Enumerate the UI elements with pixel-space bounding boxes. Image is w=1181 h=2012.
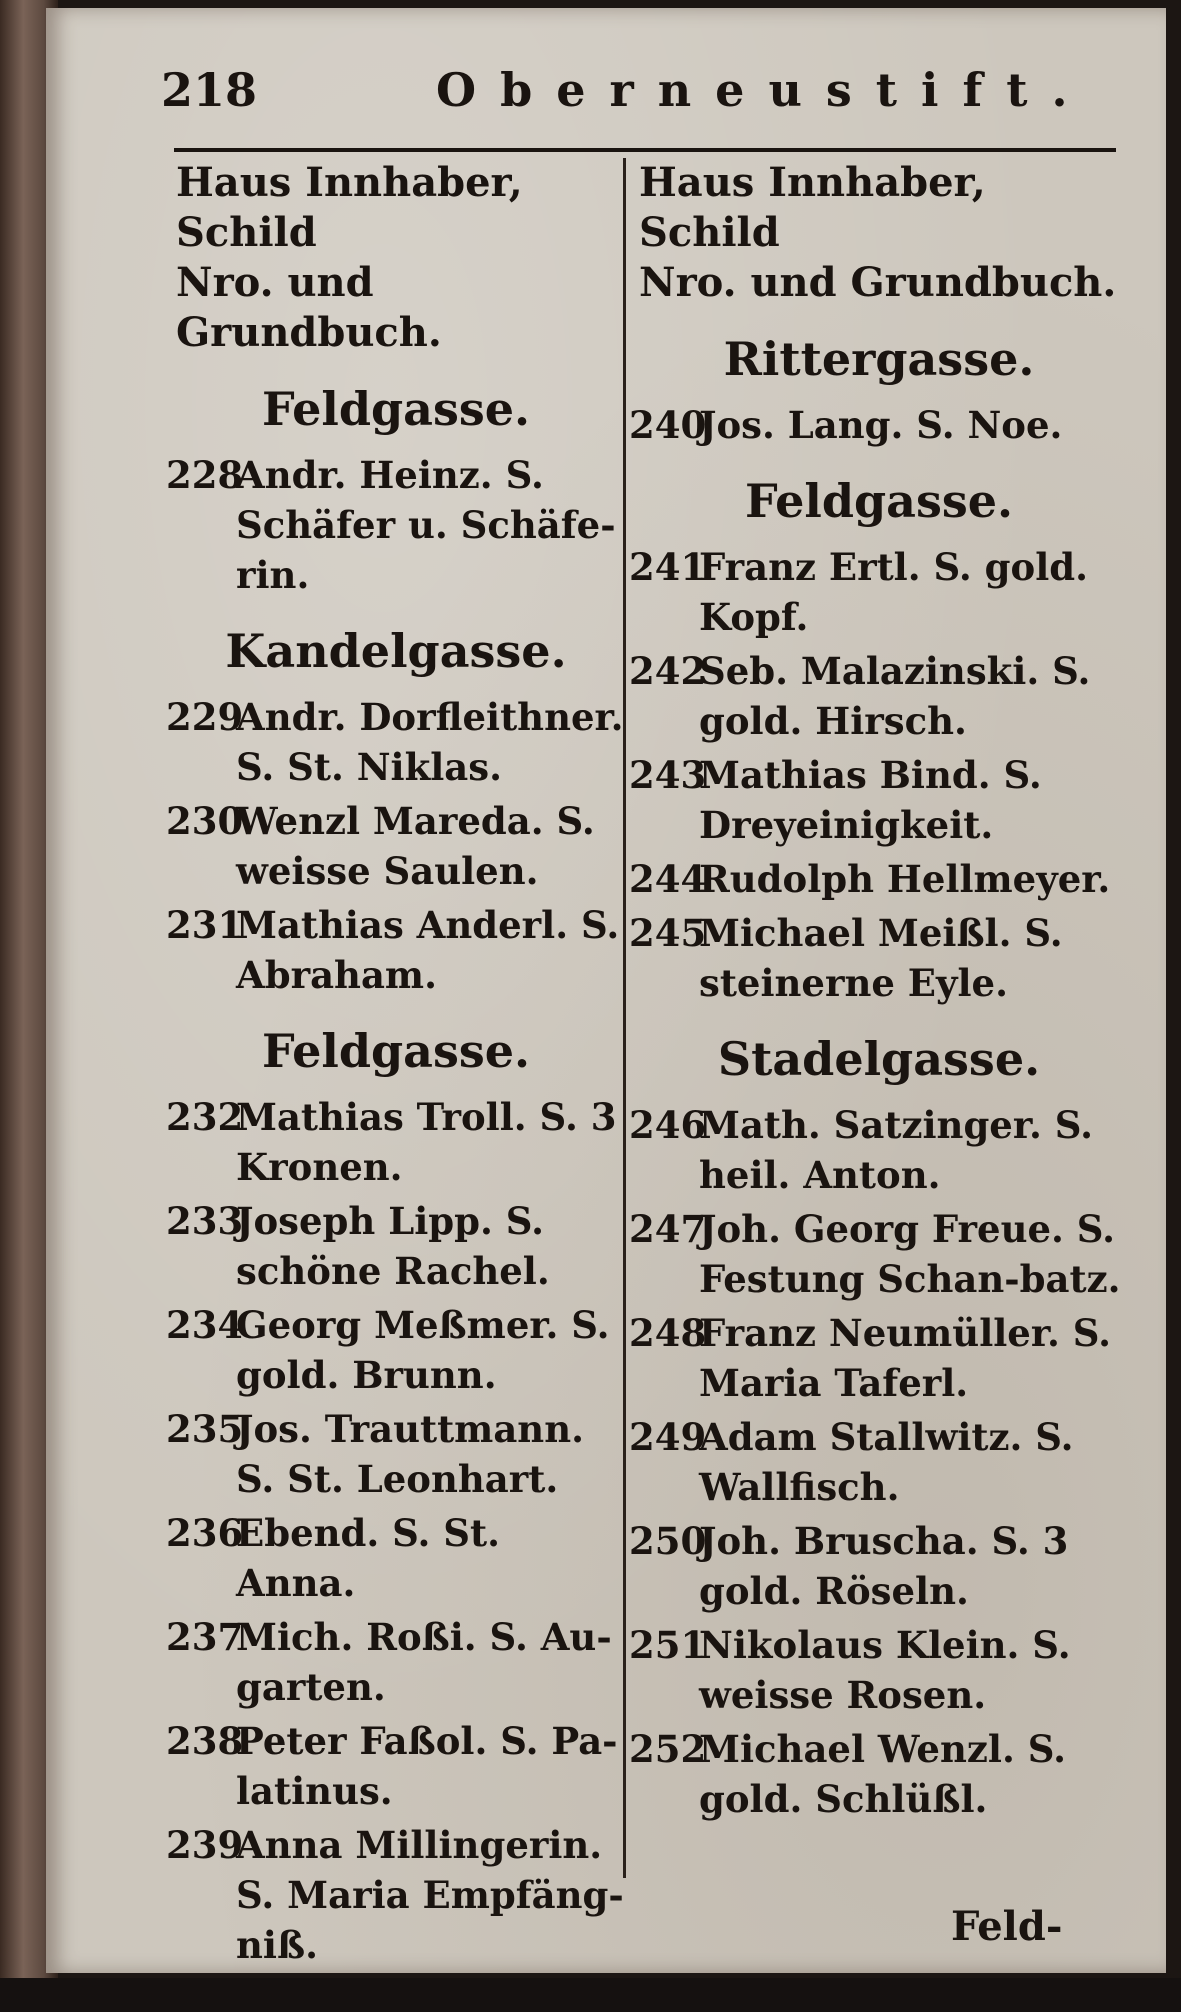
left-column-head <box>176 158 626 358</box>
house-number: 238 <box>166 1719 244 1763</box>
page-bottom-edge <box>0 1978 1181 2012</box>
house-entry <box>629 400 1129 450</box>
house-owner-sign: Math. Satzinger. S. heil. Anton. <box>699 1103 1093 1197</box>
house-number: 234 <box>166 1303 244 1347</box>
house-number: 247 <box>629 1207 707 1251</box>
house-entry <box>629 1308 1129 1408</box>
street-heading: Feldgasse. <box>744 474 1014 528</box>
house-entry <box>629 1620 1129 1720</box>
house-owner-sign: Mathias Bind. S. Dreyeinigkeit. <box>699 753 1042 847</box>
header-rule <box>174 148 1116 152</box>
house-number: 246 <box>629 1103 707 1147</box>
house-number: 243 <box>629 753 707 797</box>
house-owner-sign: Michael Meißl. S. steinerne Eyle. <box>699 911 1063 1005</box>
house-owner-sign: Ebend. S. St. Anna. <box>236 1511 501 1605</box>
house-number: 244 <box>629 857 707 901</box>
book-page <box>46 8 1166 1973</box>
house-entry <box>629 1724 1129 1824</box>
street-heading: Stadelgasse. <box>717 1032 1041 1086</box>
column-head-line: Nro. und Grundbuch. <box>639 259 1117 306</box>
house-number: 240 <box>629 403 707 447</box>
house-number: 242 <box>629 649 707 693</box>
house-number: 237 <box>166 1615 244 1659</box>
house-entry <box>629 1204 1129 1304</box>
house-entry <box>166 450 626 600</box>
house-owner-sign: Jos. Lang. S. Noe. <box>699 403 1063 447</box>
house-owner-sign: Wenzl Mareda. S. weisse Saulen. <box>236 799 595 893</box>
house-entry <box>629 908 1129 1008</box>
house-entry <box>166 1716 626 1816</box>
house-owner-sign: Jos. Trauttmann. S. St. Leonhart. <box>236 1407 584 1501</box>
house-number: 231 <box>166 903 244 947</box>
house-owner-sign: Anna Millingerin. S. Maria Empfäng-niß. <box>236 1823 624 1967</box>
right-column-head <box>639 158 1129 308</box>
house-number: 236 <box>166 1511 244 1555</box>
running-title: Oberneustift. <box>436 63 1092 117</box>
house-entry <box>166 692 626 792</box>
column-head-line: Haus Innhaber, Schild <box>176 159 523 256</box>
house-owner-sign: Franz Neumüller. S. Maria Taferl. <box>699 1311 1111 1405</box>
house-entry <box>166 1820 626 1970</box>
house-entry <box>629 1516 1129 1616</box>
house-owner-sign: Mathias Troll. S. 3 Kronen. <box>236 1095 617 1189</box>
house-entry <box>166 796 626 896</box>
page-number: 218 <box>161 63 258 117</box>
street-heading: Kandelgasse. <box>225 624 567 678</box>
house-number: 233 <box>166 1199 244 1243</box>
right-column <box>629 158 1129 1828</box>
house-entry <box>166 1092 626 1192</box>
house-owner-sign: Rudolph Hellmeyer. <box>699 857 1111 901</box>
house-owner-sign: Adam Stallwitz. S. Wallfisch. <box>699 1415 1074 1509</box>
house-number: 239 <box>166 1823 244 1867</box>
house-number: 251 <box>629 1623 707 1667</box>
house-number: 235 <box>166 1407 244 1451</box>
house-owner-sign: Joseph Lipp. S. schöne Rachel. <box>236 1199 550 1293</box>
column-head-line: Nro. und Grundbuch. <box>176 259 442 356</box>
house-entry <box>166 1508 626 1608</box>
house-entry <box>166 1612 626 1712</box>
house-owner-sign: Andr. Dorfleithner. S. St. Niklas. <box>236 695 624 789</box>
house-number: 229 <box>166 695 244 739</box>
street-heading: Rittergasse. <box>723 332 1035 386</box>
right-sections <box>629 332 1129 1824</box>
house-entry <box>629 854 1129 904</box>
house-owner-sign: Peter Faßol. S. Pa-latinus. <box>236 1719 618 1813</box>
catchword: Feld- <box>951 1903 1063 1950</box>
house-number: 241 <box>629 545 707 589</box>
street-heading: Feldgasse. <box>261 1024 531 1078</box>
house-owner-sign: Joh. Georg Freue. S. Festung Schan-batz. <box>699 1207 1121 1301</box>
house-owner-sign: Franz Ertl. S. gold. Kopf. <box>699 545 1089 639</box>
house-number: 230 <box>166 799 244 843</box>
house-entry <box>629 646 1129 746</box>
house-number: 252 <box>629 1727 707 1771</box>
house-owner-sign: Michael Wenzl. S. gold. Schlüßl. <box>699 1727 1066 1821</box>
house-number: 232 <box>166 1095 244 1139</box>
house-owner-sign: Andr. Heinz. S. Schäfer u. Schäfe-rin. <box>236 453 616 597</box>
column-head-line: Haus Innhaber, Schild <box>639 159 986 256</box>
house-number: 245 <box>629 911 707 955</box>
house-entry <box>166 1196 626 1296</box>
house-owner-sign: Mich. Roßi. S. Au-garten. <box>236 1615 612 1709</box>
house-owner-sign: Seb. Malazinski. S. gold. Hirsch. <box>699 649 1091 743</box>
house-entry <box>629 1100 1129 1200</box>
house-number: 248 <box>629 1311 707 1355</box>
house-number: 228 <box>166 453 244 497</box>
house-entry <box>166 900 626 1000</box>
house-number: 250 <box>629 1519 707 1563</box>
left-column <box>166 158 626 1974</box>
house-entry <box>166 1300 626 1400</box>
street-heading: Feldgasse. <box>261 382 531 436</box>
house-owner-sign: Nikolaus Klein. S. weisse Rosen. <box>699 1623 1071 1717</box>
house-number: 249 <box>629 1415 707 1459</box>
house-entry <box>166 1404 626 1504</box>
house-entry <box>629 1412 1129 1512</box>
house-entry <box>629 750 1129 850</box>
running-head <box>46 63 1166 133</box>
house-entry <box>629 542 1129 642</box>
house-owner-sign: Georg Meßmer. S. gold. Brunn. <box>236 1303 610 1397</box>
left-sections <box>166 382 626 1970</box>
house-owner-sign: Mathias Anderl. S. Abraham. <box>236 903 620 997</box>
house-owner-sign: Joh. Bruscha. S. 3 gold. Röseln. <box>699 1519 1069 1613</box>
